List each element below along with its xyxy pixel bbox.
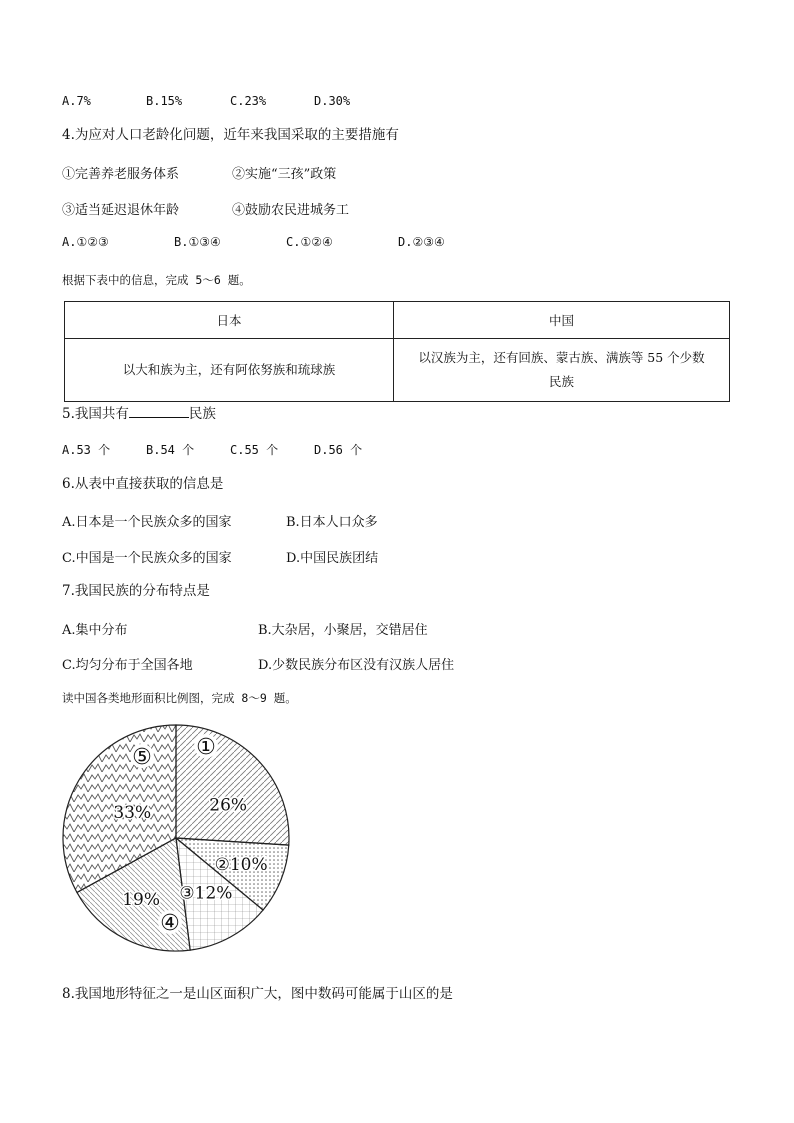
q7-option-b: B.大杂居，小聚居，交错居住 xyxy=(258,623,428,638)
q5-stem-before: 5.我国共有 xyxy=(62,406,129,422)
q5-stem xyxy=(62,405,216,422)
q4-item-4: ④鼓励农民进城务工 xyxy=(232,203,350,218)
pie-slice-1 xyxy=(176,725,289,845)
q5-stem-after: 民族 xyxy=(188,406,216,422)
table-header-japan: 日本 xyxy=(65,302,394,339)
q4-item-1: ①完善养老服务体系 xyxy=(62,167,180,182)
q6-option-d: D.中国民族团结 xyxy=(286,551,379,566)
q3-option-d: D.30% xyxy=(314,94,351,108)
pie-value-label-1: 26% xyxy=(209,795,248,816)
pie-marker-label-3: ④ xyxy=(160,911,180,936)
pie-marker-label-1: ⑤ xyxy=(132,745,152,770)
q4-option-d: D.②③④ xyxy=(398,235,445,249)
q7-option-d: D.少数民族分布区没有汉族人居住 xyxy=(258,658,455,673)
table-header-china: 中国 xyxy=(394,302,730,339)
pie-value-label-4: 19% xyxy=(122,889,161,910)
q7-stem: 7.我国民族的分布特点是 xyxy=(62,583,210,599)
q5-answer-blank xyxy=(129,405,189,418)
pie-value-label-2: ②10% xyxy=(214,854,268,875)
q4-option-c: C.①②④ xyxy=(286,235,333,249)
ethnic-table xyxy=(64,301,730,402)
q5-option-b: B.54 个 xyxy=(146,443,195,457)
landform-pie-chart xyxy=(60,722,310,952)
q4-item-2: ②实施“三孩”政策 xyxy=(232,167,337,182)
q6-stem: 6.从表中直接获取的信息是 xyxy=(62,476,224,492)
q3-option-a: A.7% xyxy=(62,94,91,108)
table-cell-china xyxy=(394,339,730,402)
pie-value-label-3: ③12% xyxy=(179,883,233,904)
pie-value-label-5: 33% xyxy=(113,803,152,824)
q3-option-b: B.15% xyxy=(146,94,183,108)
intro-5-6: 根据下表中的信息，完成 5～6 题。 xyxy=(62,273,251,287)
q5-option-d: D.56 个 xyxy=(314,443,363,457)
pie-marker-label-2: ① xyxy=(196,735,216,760)
q5-option-c: C.55 个 xyxy=(230,443,279,457)
q5-option-a: A.53 个 xyxy=(62,443,111,457)
q7-option-a: A.集中分布 xyxy=(62,623,128,638)
q6-option-b: B.日本人口众多 xyxy=(286,515,378,530)
q4-item-3: ③适当延迟退休年龄 xyxy=(62,203,180,218)
q4-option-a: A.①②③ xyxy=(62,235,109,249)
table-cell-china-line1: 以汉族为主，还有回族、蒙古族、满族等 55 个少数 xyxy=(418,350,705,365)
q4-option-b: B.①③④ xyxy=(174,235,221,249)
table-cell-japan: 以大和族为主，还有阿依努族和琉球族 xyxy=(65,339,394,402)
q7-option-c: C.均匀分布于全国各地 xyxy=(62,658,193,673)
table-cell-china-line2: 民族 xyxy=(548,374,574,389)
q4-stem: 4.为应对人口老龄化问题，近年来我国采取的主要措施有 xyxy=(62,127,399,143)
q6-option-a: A.日本是一个民族众多的国家 xyxy=(62,515,232,530)
q3-option-c: C.23% xyxy=(230,94,267,108)
q6-option-c: C.中国是一个民族众多的国家 xyxy=(62,551,232,566)
intro-8-9: 读中国各类地形面积比例图，完成 8～9 题。 xyxy=(62,691,297,705)
q8-stem: 8.我国地形特征之一是山区面积广大，图中数码可能属于山区的是 xyxy=(62,986,453,1002)
